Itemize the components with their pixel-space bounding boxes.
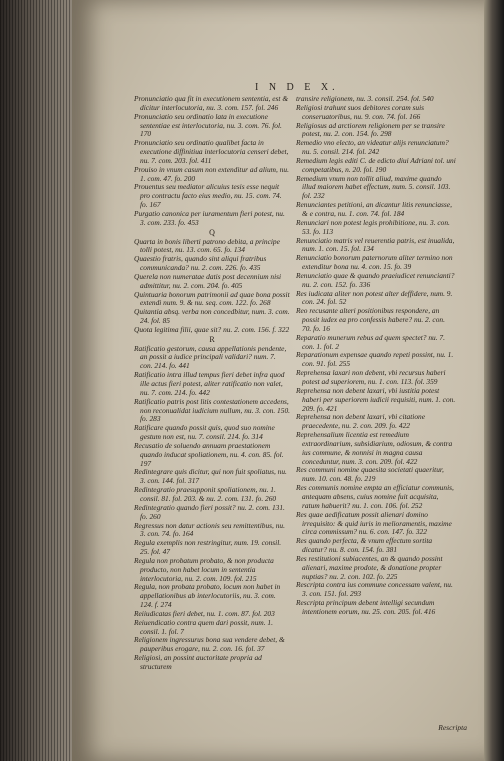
entries-p-section — [134, 95, 290, 228]
page-right-edge — [484, 0, 504, 761]
index-entry: Pronunciatio seu ordinatio qualibet facta in executione diffinitiua interlocutoria censeri debet, nu. 7. com. 203. fol. 411 — [134, 138, 289, 165]
index-entry: Reprehensa non debent laxari, vbi iustitia potest haberi per superiorem iudicii requisiti, num. 1. con. 209. fo. 421 — [296, 385, 456, 413]
index-entry: Regula exemplis non restringitur, num. 19. consil. 25. fol. 47 — [134, 538, 282, 557]
index-entry: Renunciantes petitioni, an dicantur litis renunciasse, & e contra, nu. 1. con. 74. fol. 184 — [296, 200, 452, 218]
catchword: Rescripta — [438, 723, 467, 732]
index-entry: Reprehensa laxari non debent, vbi recursus haberi potest ad superiorem, nu. 1. con. 113. fol. 359 — [296, 368, 446, 386]
index-entry: Quaestio fratris, quando sint aliqui fratribus communicanda? nu. 2. com. 226. fo. 435 — [134, 254, 267, 273]
index-entry: Res iudicata aliter non potest alter deffidere, num. 9. con. 24. fol. 52 — [296, 288, 453, 307]
index-entry: Reiuendicatio contra quem dari possit, num. 1. consil. 1. fol. 7 — [134, 617, 273, 636]
index-entry: Remedium vnum non tollit aliud, maxime quando illud maiorem habet effectum, num. 5. consil. 103. fol. 232 — [296, 173, 451, 201]
index-entry: Rescripta contra ius commune concessam valent, nu. 3. con. 151. fol. 293 — [296, 580, 453, 599]
index-entry: Redintegrare quis dicitur, qui non fuit spoliatus, nu. 3. con. 144. fol. 317 — [134, 467, 287, 486]
index-entry: Res quae aedificatum possit alienari domino irrequisito: & quid iuris in melioramentis, maxime circa commissum? nu. 6. con. 147. fo. 322 — [296, 509, 452, 537]
index-entry: Renunciatio quae & quando praeiudicet renuncianti? nu. 2. con. 152. fo. 336 — [296, 270, 455, 289]
index-entry: Quarta in bonis liberti patrono debita, a principe tolli potest, nu. 13. com. 65. fo. 134 — [134, 236, 280, 255]
section-letter-q: Q — [209, 227, 215, 237]
index-entry: Renunciari non potest legis prohibitione, nu. 3. con. 53. fo. 113 — [296, 217, 450, 236]
index-entry: Reparationum expensae quando repeti possint, nu. 1. con. 91. fol. 255 — [296, 350, 454, 369]
index-entry: Ratificatio intra illud tempus fieri debet infra quod ille actus fieri potest, aliter ratificatio non valet, nu. 7. com. 214. fo. 442 — [134, 370, 285, 397]
index-entry: Remedium legis editi C. de edicto diui Adriani tol. uni competatibus, n. 20. fol. 190 — [296, 155, 456, 174]
index-column-right — [296, 95, 456, 617]
index-entry: Reiiudicatas fieri debet, nu. 1. com. 87. fol. 203 — [134, 608, 275, 618]
index-entry: Reparatio munerum rebus ad quem spectet? nu. 7. con. 1. fol. 2 — [296, 332, 445, 351]
entries-r-section — [134, 345, 290, 672]
index-entry: Querela non numeratae datis post decennium nisi admittitur, nu. 2. com. 204. fo. 405 — [134, 271, 282, 290]
index-entry: Reo recusante alteri positionibus respondere, an possit iudex ea pro confessis habere? nu. 2. con. 70. fo. 16 — [296, 306, 445, 333]
index-entry: Quintuaria bonorum patrimonii ad quae bona possit extendi num. 9. & nu. seq. com. 122. fo. 268 — [134, 289, 290, 308]
index-entry: Purgatio canonica per iuramentum fieri potest, nu. 3. com. 233. fo. 453 — [134, 208, 285, 227]
index-entry: Regula non probatum probato, & non producta producto, non habet locum in sententia interlocutoria, nu. 2. com. 109. fol. 215 — [134, 555, 274, 583]
index-entry: Pronunciatio seu ordinatio lata in executione sententiae est interlocutoria, nu. 3. com. 76. fol. 170 — [134, 111, 282, 139]
index-entry: Prouentus seu mediator alicuius tesis esse nequit pro contractu facto eius medio, nu. 15. com. 74. fo. 167 — [134, 182, 282, 210]
index-entry: Prouiso in vnum casum non extenditur ad alium, nu. 1. com. 47. fo. 200 — [134, 164, 289, 183]
index-entry: Religionem ingressurus bona sua vendere debet, & pauperibus erogare, nu. 2. con. 16. fol. 37 — [134, 635, 285, 654]
index-entry: Quota legitima filii, quae sit? nu. 2. com. 156. f. 322 — [134, 324, 290, 334]
index-entry: Renunciatio bonorum paternorum aliter termino non extenditur bona nu. 4. con. 15. fo. 39 — [296, 253, 453, 272]
index-entry: Res communis nomine empta an efficiatur communis, antequam absens, cuius nomine fuit acquisita, ratum habuerit? nu. 1. con. 106. fol. 252 — [296, 483, 454, 510]
index-entry: Ratificatio patris post litis contestationem accedens, non reconualidat iudicium nullum, nu. 3. con. 150. fo. 283 — [134, 396, 290, 424]
index-entry: transire religionem, nu. 3. consil. 254. fol. 540 — [296, 94, 434, 103]
index-entry: Redintegratio quando fieri possit? nu. 2. com. 131. fo. 260 — [134, 502, 285, 521]
index-entry: Quitantia absq. verba non concedbitur, num. 3. com. 24. fol. 85 — [134, 307, 290, 326]
index-entry: Reprehensa non debent laxari, vbi citatione praecedente, nu. 2. con. 209. fo. 422 — [296, 412, 426, 431]
index-entry: Regressus non datur actionis seu remittentibus, nu. 3. con. 74. fo. 164 — [134, 520, 285, 539]
index-entry: Ratificare quando possit quis, quod suo nomine gestum non est, nu. 7. consil. 214. fo. 314 — [134, 423, 275, 442]
section-letter-r: R — [209, 334, 215, 344]
index-entry: Religiosi, an possint auctoritate propria ad structurem — [134, 653, 262, 671]
entries-r-continued — [296, 95, 456, 617]
index-entry: Res restitutioni subiacentes, an & quando possint alienari, maxime prodote, & donatione propter nuptias? nu. 2. con. 102. fo. 225 — [296, 553, 443, 581]
index-entry: Renunciatio matris vel reuerentia patris, est inualida, num. 1. con. 15. fol. 134 — [296, 235, 455, 254]
index-entry: Res communi nomine quaesita societati quaeritur, num. 10. con. 48. fo. 219 — [296, 465, 444, 484]
index-entry: Reprehensalium licentia est remedium extraordinarium, subsidiarium, odiosum, & contra ius commune, & nonnisi in magna causa conceduntur, num. 3. con. 209. fol. 422 — [296, 430, 453, 466]
index-entry: Religiosi trahunt suos debitores coram suis conseruatoribus, nu. 9. con. 74. fol. 166 — [296, 102, 425, 121]
index-entry: Res quando perfecta, & vnum effectum sortita dicatur? nu. 8. con. 154. fo. 381 — [296, 536, 433, 555]
index-entry: Rescripta principum debent intelligi secundum intentionem eorum, nu. 25. con. 205. fol. 416 — [296, 598, 436, 616]
index-column-left — [134, 95, 290, 672]
index-entry: Redintegratio praesupponit spoliationem, nu. 1. consil. 81. fol. 203. & nu. 2. com. 131. fo. 260 — [134, 485, 277, 503]
index-entry: Remedio vno electo, an videatur alijs renunciatum? nu. 5. consil. 214. fol. 242 — [296, 138, 449, 157]
index-entry: Pronunciatio qua fit in executionem sententia, est & dicitur interlocutoria, nu. 3. com. 157. fol. 246 — [134, 94, 289, 112]
running-header: I N D E X. — [255, 82, 339, 93]
index-entry: Ratificatio gestorum, causa appellationis pendente, an possit a iudice principali validari? num. 7. con. 214. fo. 441 — [134, 343, 287, 371]
index-entry: Recusatio de soluendo annuam praestationem quando inducat spoliationem, nu. 4. con. 85. fol. 197 — [134, 440, 284, 468]
index-entry: Regula, non probata probato, locum non habet in appellationibus ab interlocutoriis, nu. 3. com. 124. f. 274 — [134, 582, 281, 610]
index-entry: Religiosus ad arctiorem religionem per se transire potest, nu. 2. con. 154. fo. 298 — [296, 120, 445, 139]
entries-q-section — [134, 238, 290, 335]
